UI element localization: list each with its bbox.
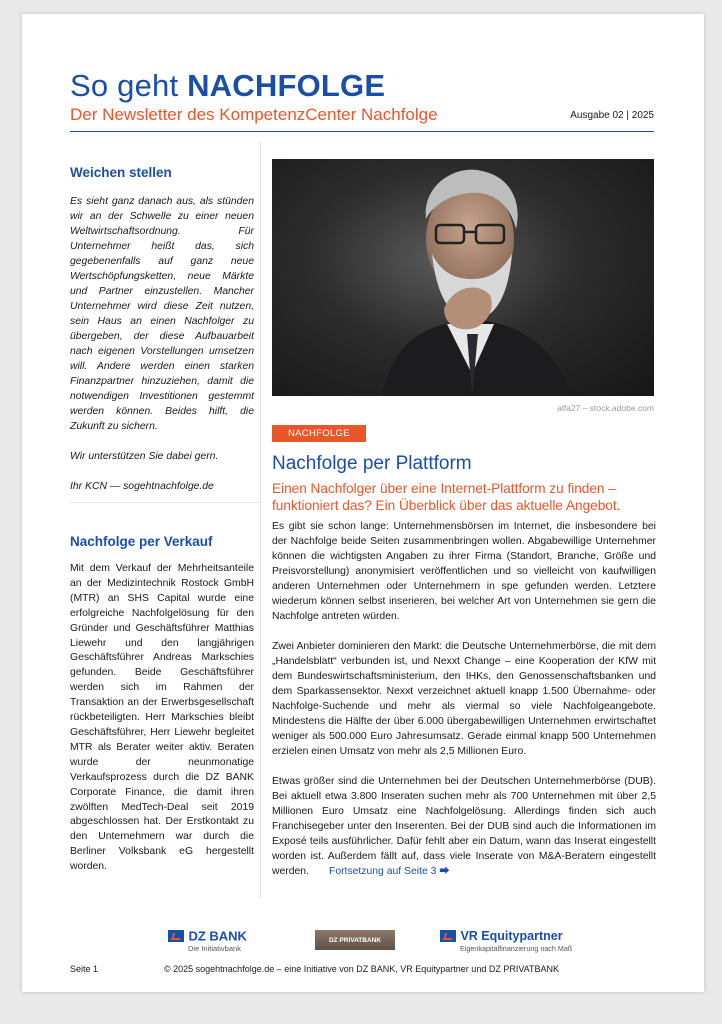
footer-copyright: © 2025 sogehtnachfolge.de – eine Initiative von DZ BANK, VR Equitypartner und DZ PRIVATBANK [164, 964, 560, 974]
page-number: Seite 1 [70, 964, 99, 974]
dz-privatbank-logo: DZ PRIVATBANK [315, 930, 395, 950]
vr-equitypartner-logo [440, 927, 572, 953]
vr-equitypartner-name: VR Equitypartner [460, 928, 563, 943]
dz-bank-name: DZ BANK [188, 928, 247, 944]
masthead-title-bold: NACHFOLGE [187, 68, 386, 103]
masthead-title [70, 68, 385, 104]
article-body [272, 519, 656, 894]
photo-credit: alfa27 – stock.adobe.com [557, 403, 654, 413]
column-divider [260, 142, 261, 898]
hero-photo [272, 159, 654, 396]
category-tag: NACHFOLGE [272, 425, 366, 442]
article-paragraph-2: Zwei Anbieter dominieren den Markt: die Deutsche Unternehmerbörse, die mit dem „Handelsblatt“ verbunden ist, und Nexxt Change – eine Kooperation der KfW mit dem Bundeswirtschaftsministerium, den IHKs, den Genossenschaftsbanken und dem Sparkassensektor. Nexxt verzeichnet aktuell knapp 1.500 Übernahme- oder Nachfolge-Suchende und mehr als viermal so viele Nachfolgeangebote. Mindestens die Hälfte der über 6.000 übergabewilligen Unternehmen erwirtschaftet weniger als 500.000 Euro Jahresumsatz. Gerade einmal knapp 500 Unternehmen erzielen einen Umsatz von mehr als 2,5 Millionen Euro. [272, 641, 656, 757]
dz-bank-logo [168, 927, 247, 953]
masthead-rule [70, 131, 654, 132]
portrait-illustration [272, 159, 654, 396]
intro-paragraph: Es sieht ganz danach aus, als stünden wir an der Schwelle zu einer neuen Weltwirtschaftsordnung. Für Unternehmer heißt das, sich gegebenenfalls auf ganz neue Wertschöpfungsketten, neue Märkte und Partner einzustellen. Mancher Unternehmer wird diese Zeit nutzen, sein Haus an einen Nachfolger zu übergeben, der diese Aufbauarbeit nach eigenen Vorstellungen umsetzen will. Andere werden einen starken Finanzpartner hinzuziehen, damit die notwendigen Investitionen gestemmt werden können. Beides hilft, die Zukunft zu sichern. [70, 196, 254, 432]
intro-signature: Ihr KCN — sogehtnachfolge.de [70, 481, 214, 492]
masthead-title-light: So geht [70, 68, 179, 103]
intro-heading: Weichen stellen [70, 165, 172, 180]
verkauf-heading: Nachfolge per Verkauf [70, 534, 213, 549]
sponsor-logos [22, 926, 704, 956]
article-title: Nachfolge per Plattform [272, 453, 472, 474]
verkauf-paragraph: Mit dem Verkauf der Mehrheitsanteile an der Medizintechnik Rostock GmbH (MTR) an SHS Capital wurde eine erfolgreiche Nachfolgelösung für den Gründer und Geschäftsführer Matthias Liewehr und den langjährigen Geschäftsführer Andreas Markschies gefunden. Beide Geschäftsführer werden sich im Rahmen der Transaktion an der Erwerbsgesellschaft rückbeteiligten. Herr Markschies bleibt Geschäftsführer, Herr Liewehr begleitet MTR als Berater weiter aktiv. Beraten wurde der neunmonatige Verkaufsprozess durch die DZ BANK Corporate Finance, die damit ihren zwölften MedTech-Deal seit 2019 abgeschlossen hat. Der Erstkontakt zu den Unternehmern war durch die Berliner Volksbank eG hergestellt worden. [70, 563, 254, 873]
masthead-subtitle: Der Newsletter des KompetenzCenter Nachfolge [70, 105, 438, 124]
intro-support: Wir unterstützen Sie dabei gern. [70, 451, 219, 462]
dz-bank-mark-icon [168, 930, 184, 942]
dz-bank-claim: Die Initiativbank [188, 944, 241, 953]
article-lead: Einen Nachfolger über eine Internet-Plattform zu finden – funktioniert das? Ein Überblick über das aktuelle Angebot. [272, 481, 621, 513]
issue-number: Ausgabe 02 | 2025 [570, 110, 654, 121]
intro-section [70, 165, 254, 494]
newsletter-page [22, 14, 704, 992]
verkauf-section [70, 534, 254, 875]
vr-equitypartner-claim: Eigenkapitalfinanzierung nach Maß [460, 944, 573, 953]
article-paragraph-3-text: Etwas größer sind die Unternehmen bei der Deutschen Unternehmerbörse (DUB). Bei aktuell etwa 3.800 Inseraten suchen mehr als 700 Unternehmen mit über 2,5 Millionen Euro Umsatz eine Nachfolgelösung. Allerdings finden sich auch Franchisegeber unter den Inserenten. Bei der DUB sind auch die Informationen im Exposé teils ausführlicher. Dafür fehlt aber ein Datum, wann das Inserat eingestellt worden ist. Außerdem fällt auf, dass viele Inserate von M&A-Beratern eingestellt werden. [272, 776, 656, 877]
continue-link[interactable]: Fortsetzung auf Seite 3 ⮕ [328, 866, 450, 877]
article-paragraph-1: Es gibt sie schon lange: Unternehmensbörsen im Internet, die insbesondere bei der Nachfolge beide Seiten zusammenbringen wollen. Abgabewillige Unternehmer können die wichtigsten Angaben zu ihrer Firma (Standort, Branche, Größe und Preisvorstellung) anonymisiert veröffentlichen und so vielleicht von kaufwilligen anderen Unternehmen oder Unternehmern in spe gefunden werden. Letztere wiederum können selbst inserieren, bei welcher Art von Unternehmen sie gern die Nachfolge antreten würden. [272, 521, 656, 622]
vr-mark-icon [440, 930, 456, 942]
left-column-separator [70, 502, 260, 503]
article-paragraph-3 [272, 774, 656, 879]
